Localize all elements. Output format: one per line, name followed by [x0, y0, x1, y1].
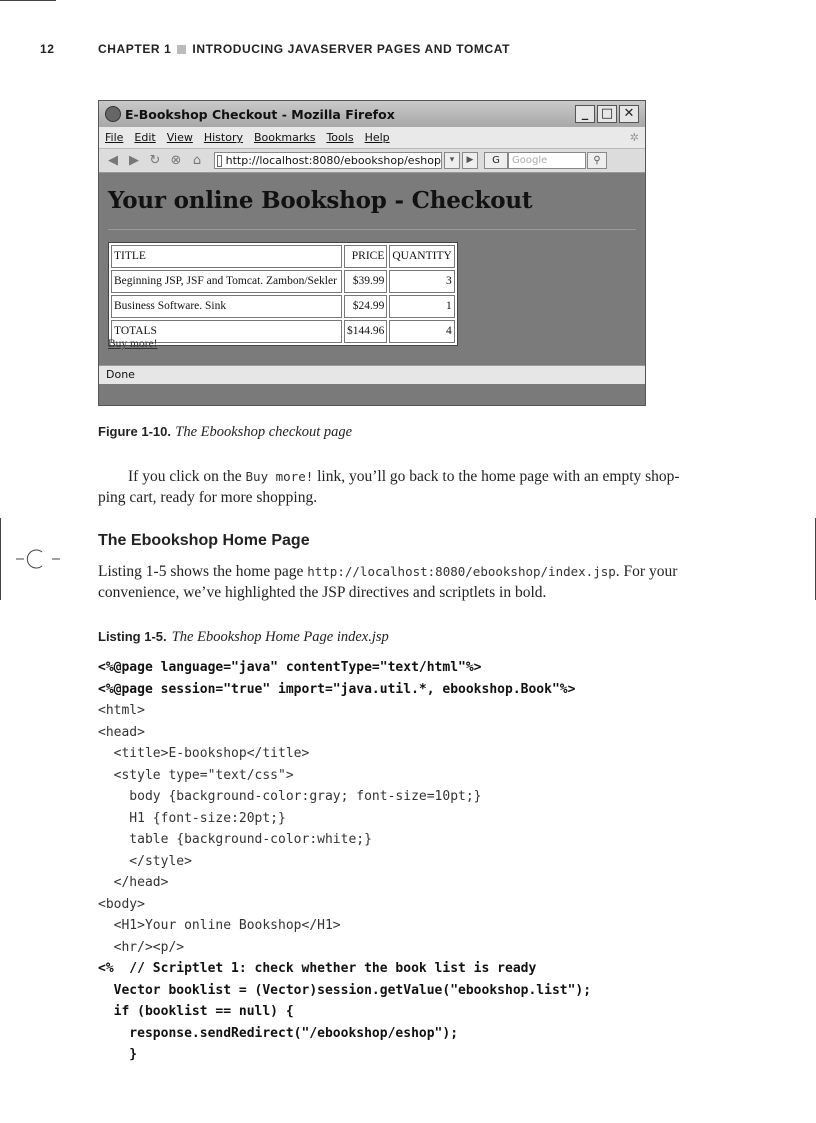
maximize-button[interactable]: □: [597, 105, 617, 123]
stop-icon[interactable]: ⊗: [170, 152, 182, 168]
code-line: <H1>Your online Bookshop</H1>: [98, 918, 341, 933]
url-dropdown-icon[interactable]: ▾: [444, 152, 460, 169]
margin-mark-left: [0, 518, 1, 600]
url-text: http://localhost:8080/ebookshop/eshop: [225, 154, 441, 167]
code-line: <hr/><p/>: [98, 939, 185, 955]
browser-titlebar: [99, 101, 645, 127]
col-price: PRICE: [344, 245, 387, 268]
menu-bar: [99, 127, 645, 149]
para1-text-after: link, you’ll go back to the home page with an empty shop-: [313, 468, 680, 485]
browser-screenshot: [98, 100, 646, 406]
cell-quantity: 3: [389, 270, 454, 293]
cell-price: $24.99: [344, 295, 387, 318]
menu-help[interactable]: Help: [364, 131, 390, 144]
content-divider: [108, 229, 636, 230]
para1-text: If you click on the: [128, 468, 246, 485]
table-header-row: [111, 245, 455, 268]
figure-caption-text: The Ebookshop checkout page: [175, 424, 353, 440]
code-line: <head>: [98, 724, 145, 740]
menu-tools[interactable]: Tools: [326, 131, 354, 144]
cell-title: Beginning JSP, JSF and Tomcat. Zambon/Sekler: [111, 270, 342, 293]
running-header: [40, 42, 510, 56]
code-line: <% // Scriptlet 1: check whether the book list is ready: [98, 961, 537, 976]
cell-quantity: 4: [389, 320, 454, 343]
code-line: <style type="text/css">: [98, 767, 294, 783]
cell-title: Business Software. Sink: [111, 295, 342, 318]
para2-text: Listing 1-5 shows the home page: [98, 563, 308, 580]
code-line: H1 {font-size:20pt;}: [98, 810, 286, 826]
col-quantity: QUANTITY: [389, 245, 454, 268]
menu-history[interactable]: History: [203, 131, 243, 144]
listing-caption: [98, 626, 389, 646]
top-rule: [0, 0, 56, 1]
listing-label: Listing 1-5.: [98, 629, 167, 644]
search-engine-selector[interactable]: G: [484, 152, 508, 169]
section-heading: The Ebookshop Home Page: [98, 532, 310, 549]
cell-quantity: 1: [389, 295, 454, 318]
code-line: <%@page session="true" import="java.util.*, ebookshop.Book"%>: [98, 681, 576, 697]
para1-code: Buy more!: [245, 469, 314, 484]
cell-title: TOTALS: [111, 320, 342, 343]
firefox-icon: [105, 106, 121, 122]
go-button[interactable]: ▶: [462, 152, 478, 169]
menu-file[interactable]: File: [105, 131, 124, 144]
cell-price: $144.96: [344, 320, 387, 343]
crop-mark-icon: [16, 549, 60, 569]
code-line: </style>: [98, 853, 192, 869]
header-square-icon: [177, 45, 186, 54]
para2-text-after: . For your: [615, 563, 678, 580]
col-title: TITLE: [111, 245, 342, 268]
page-content: [99, 173, 645, 365]
close-button[interactable]: ✕: [619, 105, 639, 123]
back-arrow-icon[interactable]: ◀: [108, 152, 118, 168]
para2-line2: convenience, we’ve highlighted the JSP directives and scriptlets in bold.: [98, 584, 547, 601]
page-favicon-icon: [217, 155, 222, 167]
checkout-table: [108, 242, 458, 346]
home-icon[interactable]: ⌂: [192, 152, 202, 168]
forward-arrow-icon[interactable]: ▶: [129, 152, 139, 168]
figure-label: Figure 1-10.: [98, 424, 171, 439]
menu-bookmarks[interactable]: Bookmarks: [253, 131, 316, 144]
buy-more-link[interactable]: Buy more!: [108, 338, 158, 350]
totals-row: [111, 320, 455, 343]
code-line: </head>: [98, 875, 169, 890]
page-number: 12: [40, 42, 55, 56]
para2-code: http://localhost:8080/ebookshop/index.jsp: [307, 564, 616, 579]
code-line: Vector booklist = (Vector)session.getValue("ebookshop.list");: [98, 982, 592, 998]
code-line: <title>E-bookshop</title>: [98, 746, 310, 761]
throbber-icon: ✲: [629, 131, 639, 144]
cell-price: $39.99: [344, 270, 387, 293]
code-line: body {background-color:gray; font-size=10pt;}: [98, 789, 482, 804]
code-line: table {background-color:white;}: [98, 832, 372, 847]
listing-caption-text: The Ebookshop Home Page index.jsp: [171, 629, 389, 645]
code-line: if (booklist == null) {: [98, 1004, 294, 1019]
paragraph-listing-intro: [98, 561, 698, 603]
search-input[interactable]: Google: [508, 152, 586, 169]
code-line: response.sendRedirect("/ebookshop/eshop");: [98, 1025, 459, 1041]
chapter-label: CHAPTER 1: [98, 42, 172, 56]
code-line: <html>: [98, 703, 145, 718]
navigation-toolbar: [99, 149, 645, 173]
para1-line2: ping cart, ready for more shopping.: [98, 489, 318, 506]
menu-view[interactable]: View: [166, 131, 193, 144]
reload-icon[interactable]: ↻: [149, 152, 161, 168]
code-line: <body>: [98, 896, 145, 912]
code-listing: [98, 657, 591, 1066]
status-bar: Done: [99, 365, 645, 384]
table-row: [111, 270, 455, 293]
search-icon[interactable]: ⚲: [587, 152, 607, 169]
minimize-button[interactable]: _: [575, 105, 595, 123]
window-title: E-Bookshop Checkout - Mozilla Firefox: [125, 106, 395, 122]
chapter-title: INTRODUCING JAVASERVER PAGES AND TOMCAT: [192, 42, 511, 56]
table-row: [111, 295, 455, 318]
figure-caption: [98, 424, 352, 441]
page-heading: Your online Bookshop - Checkout: [108, 187, 533, 214]
url-bar[interactable]: [214, 152, 442, 169]
code-line: }: [98, 1047, 138, 1062]
menu-edit[interactable]: Edit: [134, 131, 156, 144]
code-line: <%@page language="java" contentType="text/html"%>: [98, 660, 482, 675]
paragraph-buy-more: [98, 466, 698, 508]
